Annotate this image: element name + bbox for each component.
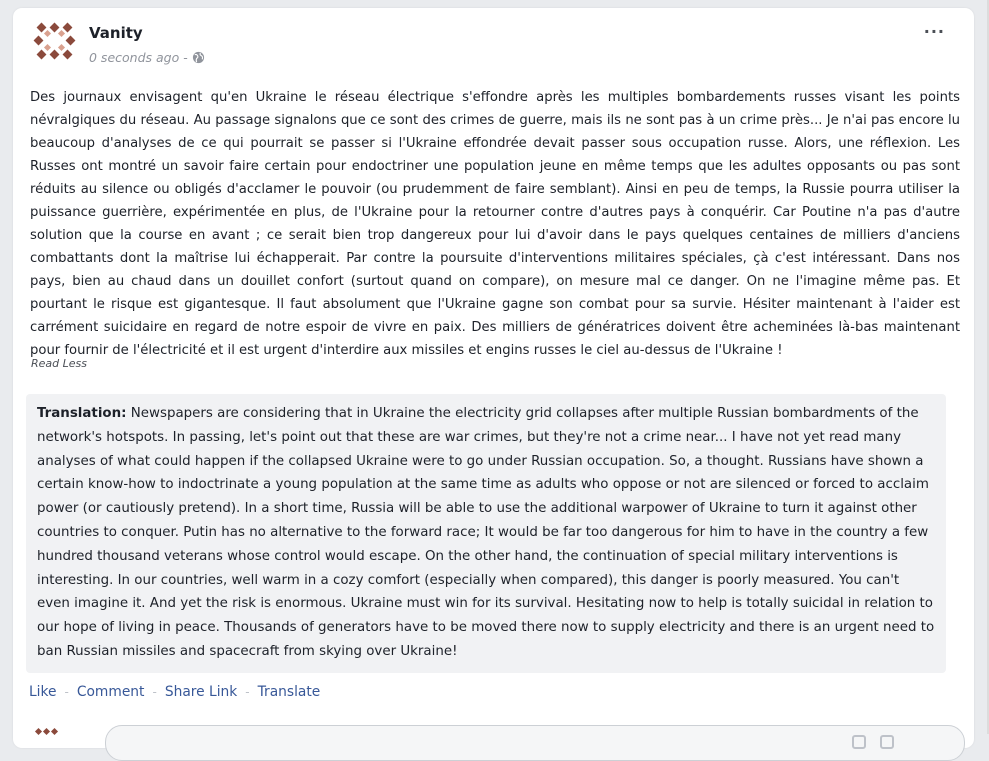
comment-tools: [852, 735, 894, 749]
globe-icon: [192, 51, 205, 64]
meta-separator: -: [183, 50, 188, 65]
avatar[interactable]: [33, 20, 77, 64]
read-less-link[interactable]: Read Less: [31, 357, 87, 370]
action-separator: -: [245, 685, 250, 699]
comment-input[interactable]: [105, 725, 965, 761]
author-name[interactable]: Vanity: [89, 24, 143, 42]
photo-icon[interactable]: [852, 735, 866, 749]
translation-box: [26, 394, 946, 673]
more-options-button[interactable]: ···: [923, 22, 945, 41]
translation-label: Translation:: [37, 406, 127, 421]
translation-text: Newspapers are considering that in Ukraine the electricity grid collapses after multiple Russian bombardments of the network's hotspots. In passing, let's point out that these are war crimes, but they're not a crime near... I have not yet read many analyses of what could happen if the collapsed Ukraine were to go under Russian occupation. So, a thought. Russians have shown a certain know-how to indoctrinate a young population at the same time as adults who oppose or not are silenced or forced to acclaim power (or cautiously pretend). In a short time, Russia will be able to use the additional warpower of Ukraine to turn it against other countries to conquer. Putin has no alternative to the forward race; It would be far too dangerous for him to have in the country a few hundred thousand veterans whose control would escape. On the other hand, the continuation of special military interventions is interesting. In our countries, well warm in a cozy comfort (especially when compared), this danger is poorly measured. You can't even imagine it. And yet the risk is enormous. Ukraine must win for its survival. Hesitating now to help is totally suicidal in relation to our hope of living in peace. Thousands of generators have to be moved there now to supply electricity and there is an urgent need to ban Russian missiles and spacecraft from skying over Ukraine!: [37, 406, 935, 659]
share-link-button[interactable]: Share Link: [164, 684, 238, 700]
post-actions: [29, 684, 320, 700]
like-button[interactable]: Like: [29, 684, 57, 700]
action-separator: -: [152, 685, 157, 699]
post-body: Des journaux envisagent qu'en Ukraine le réseau électrique s'effondre après les multiples bombardements russes visant les points névralgiques du réseau. Au passage signalons que ce sont des crimes de guerre, mais ils ne sont pas à un crime près... Je n'ai pas encore lu beaucoup d'analyses de ce qui pourrait se passer si l'Ukraine effondrée devait passer sous occupation russe. Alors, une réflexion. Les Russes ont montré un savoir faire certain pour endoctriner une population jeune en même temps que les adultes opposants ou pas sont réduits au silence ou obligés d'acclamer le pouvoir (ou prudemment de faire semblant). Ainsi en peu de temps, la Russie pourra utiliser la puissance guerrière, expérimentée en plus, de l'Ukraine pour la retourner contre d'autres pays à conquérir. Car Poutine n'a pas d'autre solution que la course en avant ; ce serait bien trop dangereux pour lui d'avoir dans le pays quelques centaines de milliers d'anciens combattants dont la maîtrise lui échapperait. Par contre la poursuite d'interventions militaires spéciales, çà c'est intéressant. Dans nos pays, bien au chaud dans un douillet confort (surtout quand on compare), on mesure mal ce danger. On ne l'imagine même pas. Et pourtant le risque est gigantesque. Il faut absolument que l'Ukraine gagne son combat pour sa survie. Hésiter maintenant à l'aider est carrément suicidaire en regard de notre espoir de vivre en paix. Des milliers de génératrices doivent être acheminées là-bas maintenant pour fournir de l'électricité et il est urgent d'interdire aux missiles et engins russes le ciel au-dessus de l'Ukraine !: [30, 90, 960, 358]
translate-button[interactable]: Translate: [257, 684, 321, 700]
comment-button[interactable]: Comment: [76, 684, 145, 700]
emoji-icon[interactable]: [880, 735, 894, 749]
action-separator: -: [64, 685, 69, 699]
post-meta: [89, 50, 205, 65]
commenter-avatar: [33, 726, 61, 754]
post-card: [13, 8, 974, 748]
post-time: 0 seconds ago: [89, 50, 180, 65]
